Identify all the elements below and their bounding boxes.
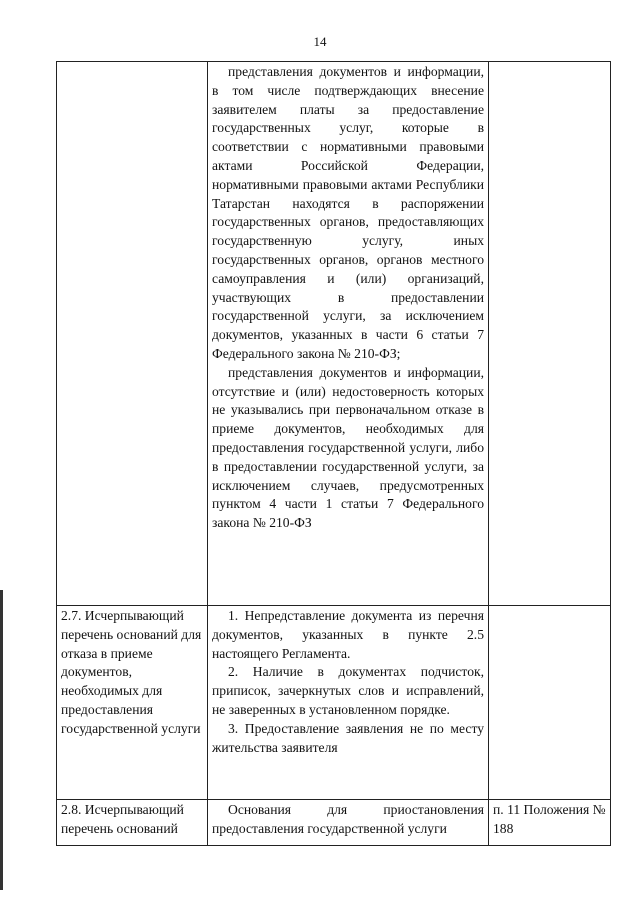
paragraph: 2. Наличие в документах подчисток, приписок, зачеркнутых слов и исправлений, не заверенных в установленном порядке. <box>212 664 484 717</box>
row-reference-cell <box>489 606 611 800</box>
scan-edge-shadow <box>0 590 3 890</box>
row-content-cell <box>208 62 489 606</box>
table-row <box>57 606 611 800</box>
row-content-cell <box>208 800 489 846</box>
row-content-cell <box>208 606 489 800</box>
table-row <box>57 62 611 606</box>
row-heading-cell <box>57 62 208 606</box>
paragraph: представления документов и информации, отсутствие и (или) недостоверность которых не указывались при первоначальном отказе в приеме документов, необходимых для предоставления государственной услуги, либо в предоставлении государственной услуги, за исключением случаев, предусмотренных пунктом 4 части 1 статьи 7 Федерального закона № 210-ФЗ <box>212 364 484 531</box>
paragraph: Основания для приостановления предоставления государственной услуги <box>212 802 484 836</box>
paragraph: представления документов и информации, в том числе подтверждающих внесение заявителем платы за предоставление государственных услуг, которые в соответствии с нормативными правовыми актами Российской Федерации, нормативными правовыми актами Республики Татарстан находятся в распоряжении государственных органов, предоставляющих государственную услугу, иных государственных органов, органов местного самоуправления и (или) организаций, участвующих в предоставлении государственной услуги, за исключением документов, указанных в части 6 статьи 7 Федерального закона № 210-ФЗ; <box>212 64 484 361</box>
row-reference-cell <box>489 62 611 606</box>
page-number: 14 <box>313 34 327 49</box>
row-heading-cell: 2.7. Исчерпывающий перечень оснований для отказа в приеме документов, необходимых для предоставления государственной услуги <box>57 606 208 800</box>
regulation-table <box>56 61 611 846</box>
paragraph: 3. Предоставление заявления не по месту жительства заявителя <box>212 720 484 755</box>
row-heading-cell: 2.8. Исчерпывающий перечень оснований <box>57 800 208 846</box>
row-reference-cell: п. 11 Положения № 188 <box>489 800 611 846</box>
table-row <box>57 800 611 846</box>
paragraph: 1. Непредставление документа из перечня документов, указанных в пункте 2.5 настоящего Регламента. <box>212 608 484 661</box>
